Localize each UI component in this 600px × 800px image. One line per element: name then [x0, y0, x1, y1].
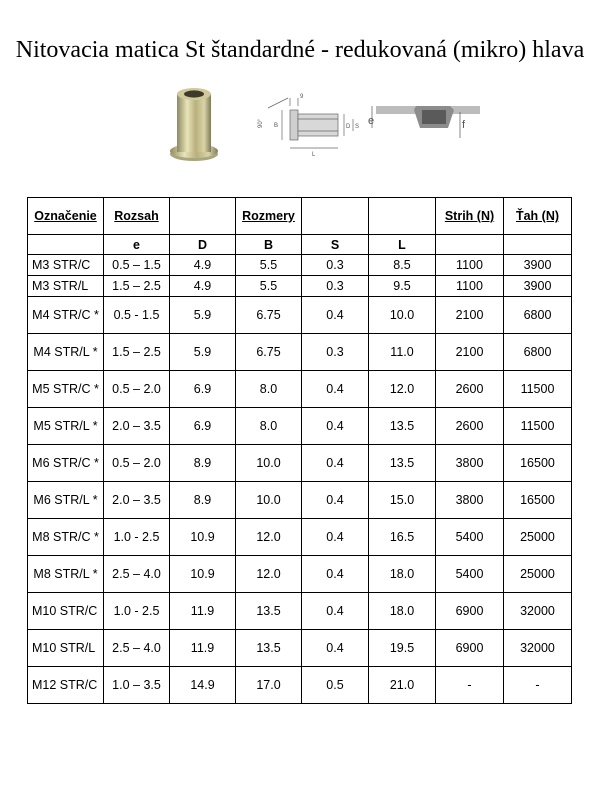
value-cell: 0.4 — [302, 630, 369, 667]
table-row — [28, 519, 572, 556]
value-cell: 1.0 - 2.5 — [104, 519, 170, 556]
svg-text:D: D — [346, 124, 351, 130]
value-cell: 5.5 — [236, 255, 302, 276]
value-cell: 0.4 — [302, 556, 369, 593]
table-row — [28, 276, 572, 297]
table-row — [28, 556, 572, 593]
value-cell: 0.3 — [302, 334, 369, 371]
value-cell: 21.0 — [369, 667, 436, 704]
value-cell: 16.5 — [369, 519, 436, 556]
value-cell: 6.9 — [170, 408, 236, 445]
svg-text:e: e — [368, 115, 375, 127]
value-cell: 12.0 — [236, 556, 302, 593]
value-cell: 9.5 — [369, 276, 436, 297]
value-cell: 0.5 — [302, 667, 369, 704]
table-row — [28, 593, 572, 630]
value-cell: 15.0 — [369, 482, 436, 519]
svg-text:f: f — [462, 119, 466, 131]
value-cell: 16500 — [504, 482, 572, 519]
value-cell: 4.9 — [170, 276, 236, 297]
value-cell: 10.0 — [369, 297, 436, 334]
value-cell: 0.5 - 1.5 — [104, 297, 170, 334]
designation-cell: M4 STR/C * — [28, 297, 104, 334]
table-row — [28, 371, 572, 408]
rivet-nut-spec-table — [27, 197, 572, 704]
svg-text:L: L — [312, 152, 316, 158]
value-cell: 13.5 — [236, 593, 302, 630]
value-cell: 8.9 — [170, 445, 236, 482]
value-cell: 13.5 — [369, 408, 436, 445]
header-row — [28, 198, 572, 235]
subheader-cell: e — [104, 235, 170, 255]
designation-cell: M10 STR/L — [28, 630, 104, 667]
header-cell: Označenie — [28, 198, 104, 235]
header-cell: Ťah (N) — [504, 198, 572, 235]
value-cell: 32000 — [504, 630, 572, 667]
value-cell: 8.5 — [369, 255, 436, 276]
subheader-row — [28, 235, 572, 255]
designation-cell: M6 STR/C * — [28, 445, 104, 482]
value-cell: 1100 — [436, 276, 504, 297]
table-row — [28, 297, 572, 334]
subheader-cell — [504, 235, 572, 255]
table-row — [28, 255, 572, 276]
subheader-cell: S — [302, 235, 369, 255]
value-cell: 8.0 — [236, 371, 302, 408]
svg-text:90°: 90° — [258, 118, 264, 128]
value-cell: 25000 — [504, 519, 572, 556]
value-cell: 19.5 — [369, 630, 436, 667]
value-cell: 8.0 — [236, 408, 302, 445]
table-row — [28, 334, 572, 371]
value-cell: 0.3 — [302, 255, 369, 276]
value-cell: 14.9 — [170, 667, 236, 704]
value-cell: 11500 — [504, 371, 572, 408]
table-row — [28, 445, 572, 482]
value-cell: 0.4 — [302, 519, 369, 556]
designation-cell: M5 STR/L * — [28, 408, 104, 445]
value-cell: 3800 — [436, 445, 504, 482]
value-cell: 4.9 — [170, 255, 236, 276]
value-cell: 11.0 — [369, 334, 436, 371]
header-cell: Strih (N) — [436, 198, 504, 235]
subheader-cell — [28, 235, 104, 255]
value-cell: 2.0 – 3.5 — [104, 482, 170, 519]
value-cell: 5.9 — [170, 297, 236, 334]
designation-cell: M8 STR/L * — [28, 556, 104, 593]
value-cell: 2600 — [436, 408, 504, 445]
rivet-nut-installed-drawing — [368, 88, 480, 148]
value-cell: 5400 — [436, 519, 504, 556]
rivet-nut-photo — [165, 82, 223, 166]
table-row — [28, 667, 572, 704]
value-cell: 1.5 – 2.5 — [104, 334, 170, 371]
designation-cell: M4 STR/L * — [28, 334, 104, 371]
value-cell: 0.4 — [302, 445, 369, 482]
value-cell: 18.0 — [369, 593, 436, 630]
designation-cell: M5 STR/C * — [28, 371, 104, 408]
value-cell: 2600 — [436, 371, 504, 408]
value-cell: 18.0 — [369, 556, 436, 593]
header-cell — [170, 198, 236, 235]
value-cell: 1.5 – 2.5 — [104, 276, 170, 297]
value-cell: 13.5 — [236, 630, 302, 667]
value-cell: 11.9 — [170, 630, 236, 667]
value-cell: 6900 — [436, 630, 504, 667]
value-cell: 6.75 — [236, 334, 302, 371]
rivet-nut-dimension-drawing — [248, 90, 363, 160]
value-cell: 8.9 — [170, 482, 236, 519]
value-cell: 0.3 — [302, 276, 369, 297]
value-cell: 12.0 — [369, 371, 436, 408]
value-cell: 0.5 – 2.0 — [104, 445, 170, 482]
value-cell: 10.9 — [170, 556, 236, 593]
value-cell: 0.4 — [302, 593, 369, 630]
value-cell: 5400 — [436, 556, 504, 593]
value-cell: 2.5 – 4.0 — [104, 630, 170, 667]
value-cell: 0.4 — [302, 408, 369, 445]
value-cell: 1.0 – 3.5 — [104, 667, 170, 704]
value-cell: 2100 — [436, 334, 504, 371]
subheader-cell — [436, 235, 504, 255]
value-cell: 16500 — [504, 445, 572, 482]
value-cell: 6800 — [504, 297, 572, 334]
value-cell: 3800 — [436, 482, 504, 519]
value-cell: 6900 — [436, 593, 504, 630]
header-cell — [302, 198, 369, 235]
value-cell: 6800 — [504, 334, 572, 371]
value-cell: 25000 — [504, 556, 572, 593]
svg-text:9: 9 — [300, 94, 304, 100]
value-cell: 10.9 — [170, 519, 236, 556]
designation-cell: M3 STR/C — [28, 255, 104, 276]
value-cell: 10.0 — [236, 482, 302, 519]
value-cell: 6.75 — [236, 297, 302, 334]
value-cell: 2.0 – 3.5 — [104, 408, 170, 445]
table-row — [28, 630, 572, 667]
value-cell: 0.5 – 2.0 — [104, 371, 170, 408]
value-cell: 32000 — [504, 593, 572, 630]
header-cell — [369, 198, 436, 235]
value-cell: - — [436, 667, 504, 704]
value-cell: 0.4 — [302, 297, 369, 334]
value-cell: 6.9 — [170, 371, 236, 408]
table-row — [28, 408, 572, 445]
value-cell: 11.9 — [170, 593, 236, 630]
value-cell: 0.5 – 1.5 — [104, 255, 170, 276]
value-cell: 3900 — [504, 255, 572, 276]
value-cell: 11500 — [504, 408, 572, 445]
designation-cell: M8 STR/C * — [28, 519, 104, 556]
designation-cell: M3 STR/L — [28, 276, 104, 297]
designation-cell: M6 STR/L * — [28, 482, 104, 519]
designation-cell: M10 STR/C — [28, 593, 104, 630]
spec-table-body — [28, 198, 572, 704]
page-title: Nitovacia matica St štandardné - redukovaná (mikro) hlava — [15, 37, 585, 63]
svg-text:S: S — [355, 124, 360, 130]
value-cell: 1100 — [436, 255, 504, 276]
designation-cell: M12 STR/C — [28, 667, 104, 704]
value-cell: 13.5 — [369, 445, 436, 482]
value-cell: 12.0 — [236, 519, 302, 556]
value-cell: 0.4 — [302, 371, 369, 408]
value-cell: 0.4 — [302, 482, 369, 519]
header-cell: Rozmery — [236, 198, 302, 235]
subheader-cell: B — [236, 235, 302, 255]
value-cell: 5.5 — [236, 276, 302, 297]
svg-text:B: B — [274, 123, 279, 129]
value-cell: 17.0 — [236, 667, 302, 704]
subheader-cell: D — [170, 235, 236, 255]
header-cell: Rozsah — [104, 198, 170, 235]
value-cell: 2100 — [436, 297, 504, 334]
value-cell: 5.9 — [170, 334, 236, 371]
value-cell: 1.0 - 2.5 — [104, 593, 170, 630]
table-row — [28, 482, 572, 519]
value-cell: - — [504, 667, 572, 704]
subheader-cell: L — [369, 235, 436, 255]
value-cell: 10.0 — [236, 445, 302, 482]
value-cell: 2.5 – 4.0 — [104, 556, 170, 593]
value-cell: 3900 — [504, 276, 572, 297]
